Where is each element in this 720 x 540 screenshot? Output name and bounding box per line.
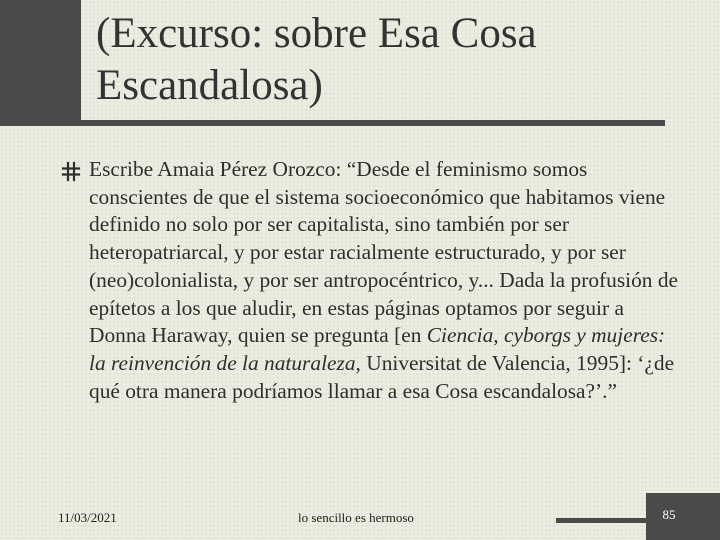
body-text-part2: , Universitat de Valencia, 1995]: ‘¿de qué otra manera podríamos llamar a esa Cosa escandalosa?’.” bbox=[89, 350, 675, 403]
book-title: Ciencia, cyborgs y mujeres: la reinvención de la naturaleza bbox=[89, 323, 666, 375]
footer-date: 11/03/2021 bbox=[58, 510, 117, 525]
footer-divider bbox=[556, 518, 646, 523]
page-number-box bbox=[646, 493, 720, 540]
page-number: 85 bbox=[662, 507, 676, 522]
title-line-2: Escandalosa) bbox=[96, 62, 323, 109]
body-text-part1: Escribe Amaia Pérez Orozco: “Desde el feminismo somos conscientes de que el sistema socioeconómico que habitamos viene definido no solo por ser capitalista, sino también por ser heteropatriarcal, y por estar racialmente estructurado, y por ser (neo)colonialista, y por ser antropocéntrico, y... Dada la profusión de epítetos a los que aludir, en estas páginas optamos por seguir a Donna Haraway, quien se pregunta [en bbox=[89, 157, 679, 348]
title-line-1: (Excurso: sobre Esa Cosa bbox=[96, 10, 537, 57]
title-divider bbox=[0, 120, 665, 126]
body-paragraph bbox=[89, 156, 679, 405]
slide-title bbox=[96, 8, 696, 112]
footer-caption: lo sencillo es hermoso bbox=[298, 510, 414, 525]
hash-bullet-icon bbox=[60, 160, 82, 182]
title-accent-bar bbox=[0, 0, 81, 120]
